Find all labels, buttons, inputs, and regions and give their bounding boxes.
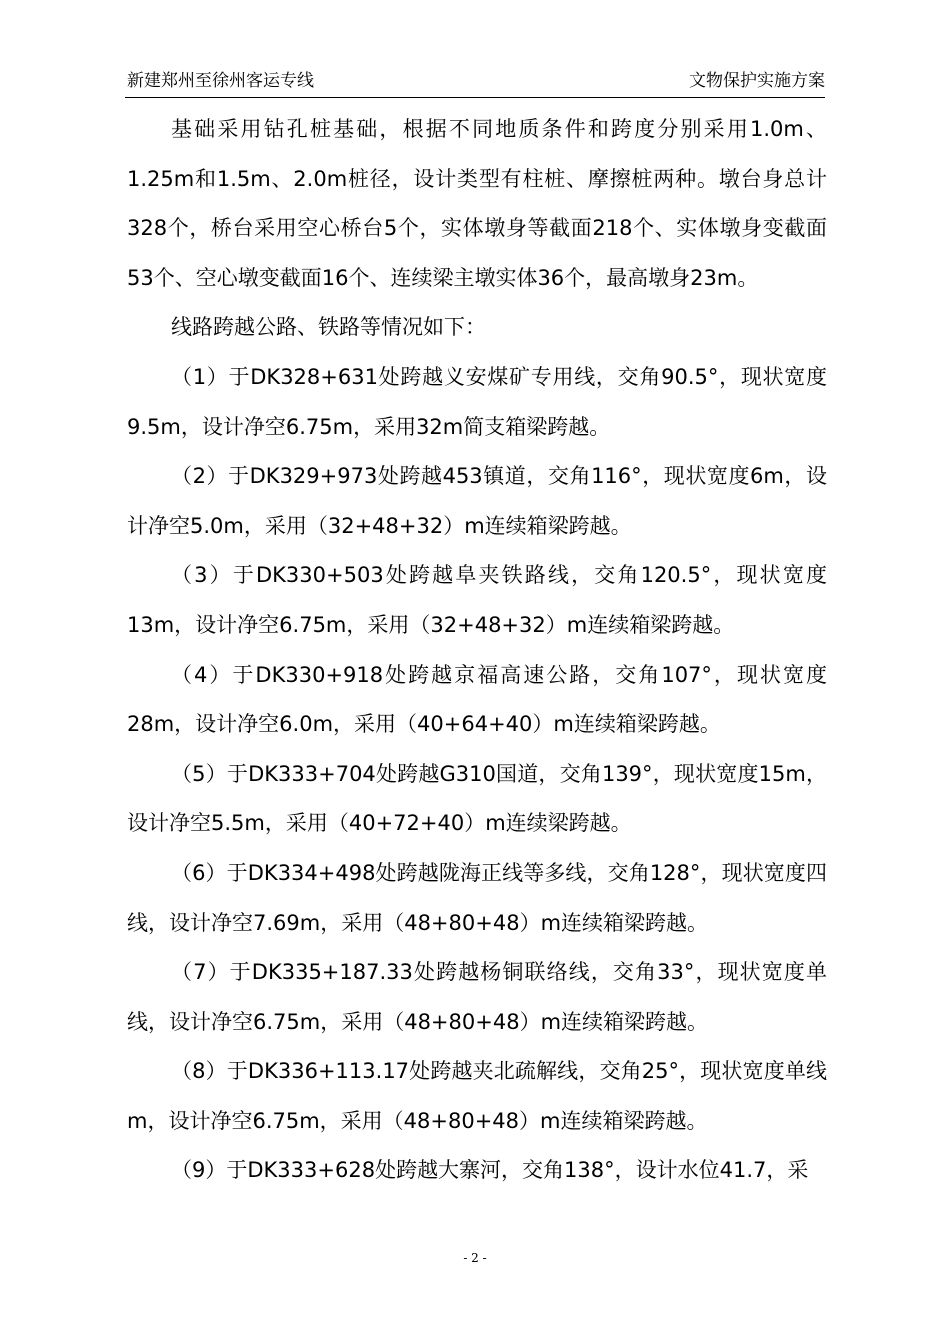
header-divider [125,97,825,98]
paragraph-crossings-intro: 线路跨越公路、铁路等情况如下： [171,315,486,340]
header-document-title: 文物保护实施方案 [689,71,825,91]
paragraph-crossing-3: （3）于DK330+503处跨越阜夹铁路线，交角120.5°，现状宽度13m，设计净空6.75m，采用（32+48+32）m连续箱梁跨越。 [127,563,827,637]
paragraph-crossing-6: （6）于DK334+498处跨越陇海正线等多线，交角128°，现状宽度四线，设计净空7.69m，采用（48+80+48）m连续箱梁跨越。 [127,860,827,935]
page-footer [0,1250,950,1266]
paragraph-crossing-4: （4）于DK330+918处跨越京福高速公路，交角107°，现状宽度28m，设计净空6.0m，采用（40+64+40）m连续箱梁跨越。 [127,662,827,737]
document-body [127,105,827,1196]
paragraph-crossing-2: （2）于DK329+973处跨越453镇道，交角116°，现状宽度6m，设计净空5.0m，采用（32+48+32）m连续箱梁跨越。 [127,464,827,538]
header-project-title: 新建郑州至徐州客运专线 [127,71,314,91]
page-number: - 2 - [463,1251,487,1265]
paragraph-crossing-8: （8）于DK336+113.17处跨越夹北疏解线，交角25°，现状宽度单线m，设计净空6.75m，采用（48+80+48）m连续箱梁跨越。 [127,1059,827,1133]
paragraph-crossing-9: （9）于DK333+628处跨越大寨河，交角138°，设计水位41.7，采 [171,1158,809,1183]
paragraph-crossing-1: （1）于DK328+631处跨越义安煤矿专用线，交角90.5°，现状宽度9.5m，设计净空6.75m，采用32m简支箱梁跨越。 [127,364,827,439]
paragraph-foundation: 基础采用钻孔桩基础，根据不同地质条件和跨度分别采用1.0m、1.25m和1.5m、2.0m桩径，设计类型有柱桩、摩擦桩两种。墩台身总计328个，桥台采用空心桥台5个，实体墩身等截面218个、实体墩身变截面53个、空心墩变截面16个、连续梁主墩实体36个，最高墩身23m。 [127,117,827,290]
paragraph-crossing-7: （7）于DK335+187.33处跨越杨铜联络线，交角33°，现状宽度单线，设计净空6.75m，采用（48+80+48）m连续箱梁跨越。 [127,960,827,1034]
paragraph-crossing-5: （5）于DK333+704处跨越G310国道，交角139°，现状宽度15m，设计净空5.5m，采用（40+72+40）m连续梁跨越。 [127,761,827,836]
page-header [127,66,825,96]
